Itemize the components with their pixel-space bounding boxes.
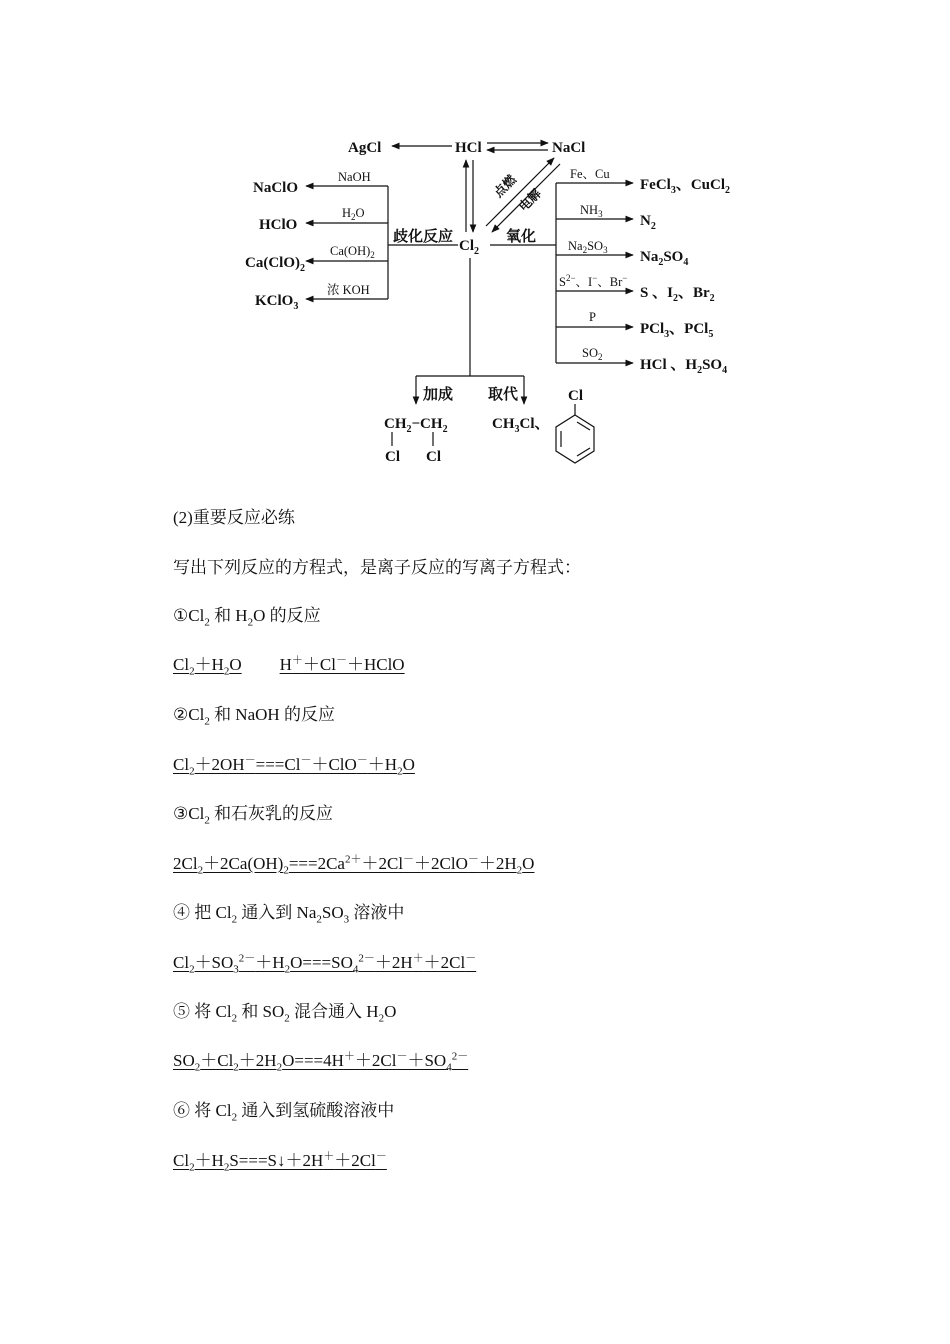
chlorobenzene-cl: Cl [568, 388, 583, 404]
answer-3: $2Cl_2+2Ca(OH)_2===2Ca^{2+}+2Cl^-+2ClO^-+2H_2O$ [173, 853, 535, 877]
product-fecl3-cucl2: FeCl$_3$、CuCl$_2$ [640, 177, 731, 196]
question-4: ④ 把 $Cl_2$ 通入到 $Na_2SO_3$ 溶液中 [173, 903, 405, 926]
electrolysis-label: 电解 [516, 186, 544, 215]
dichloroethane-cl-1: Cl [385, 449, 400, 465]
nacl-label: NaCl [552, 140, 586, 156]
answer-5: $SO_2+Cl_2+2H_2O===4H^++2Cl^-+SO_4^{2-}$ [173, 1050, 469, 1074]
reagent-h2o: $H_2O$ [342, 206, 365, 222]
instruction-text: 写出下列反应的方程式，是离子反应的写离子方程式： [173, 558, 581, 577]
question-1: $①Cl_2$ 和 $H_2O$ 的反应 [173, 606, 321, 629]
chlorine-reaction-diagram [0, 0, 950, 480]
answer-2: $Cl_2+2OH^-===Cl^-+ClO^-+H_2O$ [173, 754, 415, 778]
product-caclo2: $Ca(ClO)_2$ [245, 255, 305, 274]
cl2-label: $Cl_2$ [459, 238, 479, 257]
product-s-i2-br2: S 、$I_2$、$Br_2$ [640, 285, 715, 304]
question-3: $③Cl_2$ 和石灰乳的反应 [173, 804, 334, 827]
answer-6: $Cl_2+H_2S===S↓+2H^++2Cl^-$ [173, 1150, 387, 1174]
reagent-halides: $S^{2-}$、I−、Br− [559, 273, 628, 289]
benzene-ring [556, 415, 594, 463]
agcl-label: AgCl [348, 140, 382, 156]
reagent-fe-cu: Fe、Cu [570, 167, 610, 181]
reagent-so2: $SO_2$ [582, 346, 603, 362]
reagent-na2so3: $Na_2SO_3$ [568, 239, 608, 255]
product-n2: $N_2$ [640, 213, 656, 232]
disproportionation-label: 歧化反应 [393, 229, 454, 245]
product-naclo: NaClO [253, 180, 298, 196]
question-2: $②Cl_2$ 和 NaOH 的反应 [173, 705, 335, 728]
answer-1: $Cl_2+H_2O$ H＋＋Cl－＋HClO [173, 654, 405, 678]
oxidation-label: 氧化 [506, 229, 537, 245]
product-hclo: HClO [259, 217, 298, 233]
product-pcl3-pcl5: PCl$_3$、PCl$_5$ [640, 321, 714, 340]
dichloroethane-formula: $CH_2-CH_2$ [384, 416, 448, 435]
reagent-caoh2: $Ca(OH)_2$ [330, 244, 375, 260]
hcl-label: HCl [455, 140, 482, 156]
chloromethane-formula: $CH_3Cl$、 [492, 416, 550, 435]
addition-label: 加成 [423, 387, 454, 403]
dichloroethane-cl-2: Cl [426, 449, 441, 465]
reagent-conc-koh: 浓 KOH [327, 283, 370, 297]
substitution-label: 取代 [488, 387, 519, 403]
section-title: (2)重要反应必练 [173, 508, 295, 527]
reagent-naoh: NaOH [338, 170, 371, 184]
question-6: ⑥ 将 $Cl_2$ 通入到氢硫酸溶液中 [173, 1101, 395, 1124]
product-na2so4: $Na_2SO_4$ [640, 249, 689, 268]
reagent-p: P [589, 310, 596, 324]
answer-4: $Cl_2+SO_3^{2-}+H_2O===SO_4^{2-}+2H^++2Cl^-$ [173, 952, 477, 976]
product-hcl-h2so4: HCl 、$H_2SO_4$ [640, 357, 728, 376]
question-5: ⑤ 将 $Cl_2$ 和 $SO_2$ 混合通入 $H_2O$ [173, 1002, 397, 1025]
ignition-label: 点燃 [491, 172, 519, 201]
reagent-nh3: $NH_3$ [580, 203, 603, 219]
product-kclo3: KClO$_3$ [255, 293, 299, 312]
